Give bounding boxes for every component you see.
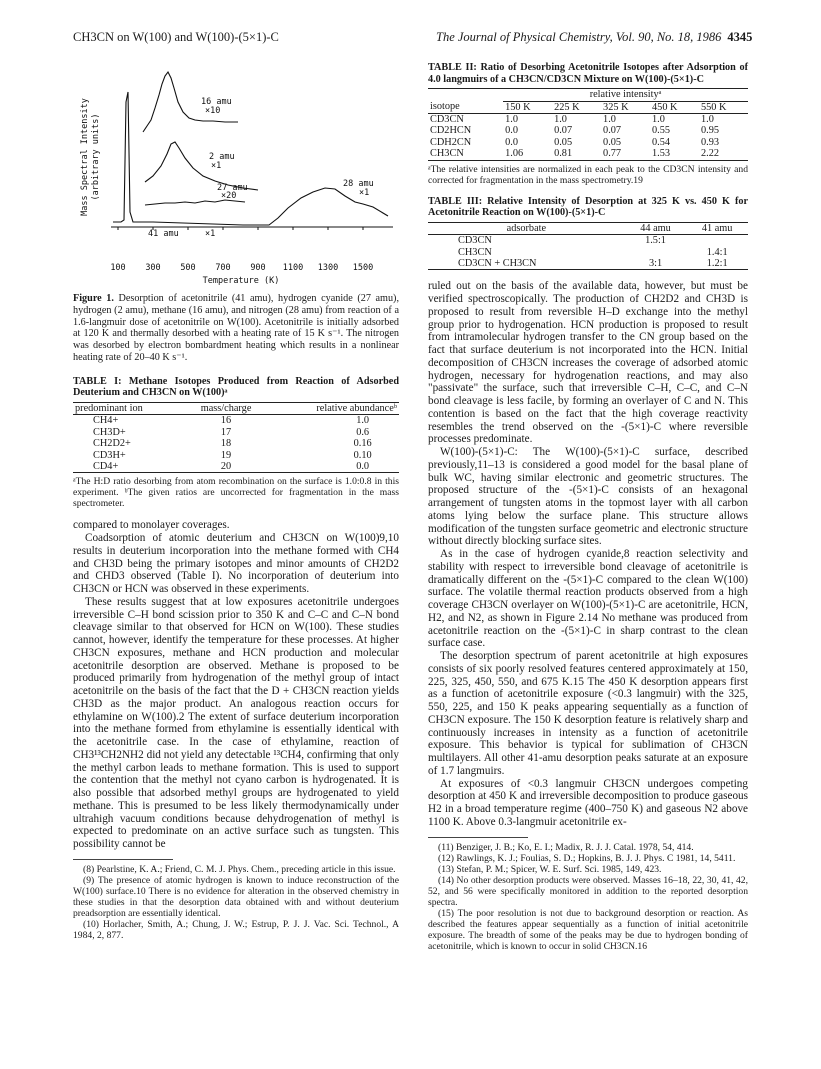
label-28amu: 28 amu bbox=[343, 179, 374, 189]
table-cell bbox=[625, 247, 687, 258]
table-cell: 0.81 bbox=[552, 148, 601, 160]
table-cell: 17 bbox=[220, 426, 232, 438]
label-41amu: 41 amu bbox=[148, 229, 179, 239]
table-cell: 0.54 bbox=[652, 136, 671, 148]
footnote: (12) Rawlings, K. J.; Foulias, S. D.; Hopkins, B. J. J. Phys. C 1981, 14, 5411. bbox=[438, 852, 736, 864]
body-paragraph: These results suggest that at low exposures acetonitrile undergoes irreversible C–H bond scission prior to 350 K and C–C and C–N bond cleavage similar to that observed for HCN on W(100). These studies cannot, however, identify the temperature for these processes. At higher CH3CN exposures, methane and HCN production and molecular acetonitrile desorption are observed. Methane is proposed to be produced primarily from hydrogenation of the methyl group of intact acetonitrile on the basis of the fact that the D + CH3CN reaction yields CH3D as the major product. An analogous reaction occurs for ethylamine on W(100).2 The extent of surface deuterium incorporation into the methane formed from ethylamine is essentially identical with the acetonitrile case. In the case of ethylamine, reaction of CH3¹³CH2NH2 did not yield any detectable ¹³CH4, confirming that only the methyl carbon leads to methane formation. This is used to support the contention that the methyl not cyano carbon is hydrogenated. It is also possible that adsorbed methyl groups are hydrogenated to yield methane. This is presumed to be less likely thermodynamically under ultrahigh vacuum conditions because dehydrogenation of methyl is expected to predominate on an active surface such as tungsten. This possibility cannot be bbox=[73, 595, 399, 851]
table-cell: 2.22 bbox=[699, 148, 748, 160]
left-column bbox=[73, 62, 399, 941]
table-cell: 1.53 bbox=[650, 148, 699, 160]
table-2-header-325: 325 K bbox=[601, 101, 650, 113]
figure-1-caption-label: Figure 1. bbox=[73, 293, 114, 304]
table-2-header-225: 225 K bbox=[552, 101, 601, 113]
footnote: (9) The presence of atomic hydrogen is known to induce reconstruction of the W(100) surface.10 There is no evidence for alteration in the observed chemistry in these studies in that the desorption data obtained with and without deuterium preadsorption are essentially identical. bbox=[73, 874, 399, 919]
table-cell: CDH2CN bbox=[430, 136, 472, 148]
table-cell: CD4+ bbox=[73, 461, 184, 473]
table-row bbox=[73, 427, 399, 438]
table-3-header-41: 41 amu bbox=[686, 222, 748, 234]
x-tick-1100: 1100 bbox=[282, 263, 304, 273]
table-cell: 0.55 bbox=[652, 125, 671, 137]
label-27amu-scale: ×20 bbox=[221, 191, 237, 201]
table-3-header-adsorbate: adsorbate bbox=[428, 222, 625, 234]
table-cell: CD3CN + CH3CN bbox=[428, 258, 625, 270]
table-cell: CD3H+ bbox=[93, 449, 126, 461]
table-cell: 0.0 bbox=[505, 136, 518, 148]
label-41amu-scale: ×1 bbox=[205, 229, 216, 239]
table-cell: CD3CN bbox=[458, 235, 492, 247]
label-16amu: 16 amu bbox=[201, 97, 232, 107]
table-2-header-isotope: isotope bbox=[428, 101, 503, 113]
table-cell: 0.77 bbox=[601, 148, 650, 160]
table-cell: 1.06 bbox=[503, 148, 552, 160]
table-cell: 0.07 bbox=[603, 125, 622, 137]
table-2-header-550: 550 K bbox=[699, 101, 748, 113]
table-cell: 0.07 bbox=[554, 125, 573, 137]
y-axis-label-2: (arbitrary units) bbox=[91, 113, 101, 201]
table-2 bbox=[428, 88, 748, 160]
table-cell: CH3CN bbox=[428, 148, 503, 160]
running-header-journal bbox=[436, 30, 752, 45]
footnote: (13) Stefan, P. M.; Spicer, W. E. Surf. Sci. 1985, 149, 423. bbox=[438, 863, 662, 875]
table-cell: CD2HCN bbox=[430, 125, 472, 137]
label-16amu-scale: ×10 bbox=[205, 106, 221, 116]
table-cell: 0.10 bbox=[353, 449, 372, 461]
label-2amu: 2 amu bbox=[209, 152, 235, 162]
x-tick-700: 700 bbox=[215, 263, 231, 273]
table-cell: 20 bbox=[184, 461, 268, 473]
table-cell bbox=[686, 235, 748, 247]
table-row bbox=[428, 125, 748, 136]
table-cell: CH3CN bbox=[458, 246, 492, 258]
x-tick-500: 500 bbox=[180, 263, 196, 273]
footnote-divider bbox=[73, 859, 173, 860]
running-header-title: CH3CN on W(100) and W(100)-(5×1)-C bbox=[73, 30, 279, 44]
table-3-title: TABLE III: Relative Intensity of Desorption at 325 K vs. 450 K for Acetonitrile Reaction on W(100)-(5×1)-C bbox=[428, 195, 748, 219]
table-1-header-abundance: relative abundanceᵇ bbox=[268, 402, 399, 414]
footnote: (15) The poor resolution is not due to background desorption or reaction. As described the features appear sequentially as a function of initial acetonitrile exposure. The breadth of some of the peaks may be due to hydrogen bonding of acetonitrile, which is known to occur in solid CH3CN.16 bbox=[428, 907, 748, 952]
table-cell: 1.0 bbox=[554, 114, 567, 125]
x-axis-label: Temperature (K) bbox=[202, 276, 280, 286]
table-cell: 0.95 bbox=[700, 125, 720, 137]
table-row bbox=[428, 247, 748, 258]
table-cell: 0.6 bbox=[356, 426, 370, 438]
table-cell: 1.0 bbox=[356, 415, 370, 427]
body-paragraph: At exposures of <0.3 langmuir CH3CN undergoes competing desorption at 450 K and irreversible decomposition to produce gaseous H2 in a broad temperature regime (400–750 K) and gaseous N2 above 1100 K. Above 0.3-langmuir acetonitrile ex- bbox=[428, 777, 748, 828]
footnotes-right bbox=[428, 842, 748, 952]
table-row bbox=[428, 235, 748, 247]
x-tick-300: 300 bbox=[145, 263, 161, 273]
table-cell: CH3D+ bbox=[93, 426, 126, 438]
table-cell: 3:1 bbox=[625, 258, 687, 270]
table-cell: 1.4:1 bbox=[706, 246, 728, 258]
table-1-header-ion: predominant ion bbox=[73, 402, 184, 414]
table-cell: 0.05 bbox=[603, 136, 622, 148]
table-cell: 1.2:1 bbox=[686, 258, 748, 270]
table-2-title: TABLE II: Ratio of Desorbing Acetonitrile Isotopes after Adsorption of 4.0 langmuirs of a CH3CN/CD3CN Mixture on W(100)-(5×1)-C bbox=[428, 62, 748, 85]
table-2-header-150: 150 K bbox=[503, 101, 552, 113]
table-cell: 1.0 bbox=[603, 114, 616, 125]
label-27amu: 27 amu bbox=[217, 183, 248, 193]
y-axis-label-1: Mass Spectral Intensity bbox=[80, 98, 90, 216]
body-paragraph: Coadsorption of atomic deuterium and CH3CN on W(100)9,10 results in deuterium incorporation into the methane formed with CH4 and CH3D being the primary isotopes and minor amounts of CH2D2 and CHD3 observed (Table I). No incorporation of deuterium into CH3CN or HCN was observed in these experiments. bbox=[73, 532, 399, 596]
footnote: (14) No other desorption products were observed. Masses 16–18, 22, 30, 41, 42, 52, and 56 were specifically monitored in addition to the reported desorption spectra. bbox=[428, 874, 748, 908]
table-row bbox=[428, 258, 748, 270]
figure-1-caption-text: Desorption of acetonitrile (41 amu), hydrogen cyanide (27 amu), hydrogen (2 amu), methane (16 amu), and nitrogen (28 amu) from reaction of a 1.6-langmuir dose of acetonitrile on W(100). Acetonitrile is initially adsorbed at 120 K and thermally desorbed with a heating rate of 15 K s⁻¹. The nitrogen was desorbed by electron bombardment heating which results in a nonlinear heating rate of 20–40 K s⁻¹. bbox=[73, 293, 399, 363]
footnote-divider bbox=[428, 837, 528, 838]
x-tick-1500: 1500 bbox=[352, 263, 374, 273]
journal-citation: The Journal of Physical Chemistry, Vol. 90, No. 18, 1986 bbox=[436, 30, 722, 44]
table-row bbox=[428, 114, 748, 126]
table-cell: 0.0 bbox=[505, 125, 518, 137]
table-cell: 0.0 bbox=[268, 461, 399, 473]
figure-1-plot bbox=[73, 62, 399, 287]
body-paragraph: W(100)-(5×1)-C: The W(100)-(5×1)-C surface, described previously,11–13 is considered a good model for the basal plane of bulk WC, having similar electronic and geometric structures. The proposed structure of the -(5×1)-C consists of an hexagonal arrangement of tungsten atoms in the topmost layer with all carbon atoms lying below the surface plane. This structure allows modification of the tungsten surface geometric and electronic structure without directly blocking surface sites. bbox=[428, 446, 748, 548]
figure-1-caption bbox=[73, 293, 399, 364]
body-paragraph: compared to monolayer coverages. bbox=[73, 519, 230, 532]
table-cell: CD3CN bbox=[430, 114, 464, 125]
page-number: 4345 bbox=[727, 30, 753, 44]
figure-1 bbox=[73, 62, 399, 287]
table-2-header-450: 450 K bbox=[650, 101, 699, 113]
table-row bbox=[73, 415, 399, 427]
footnotes-left bbox=[73, 864, 399, 941]
table-cell: 1.0 bbox=[700, 114, 714, 125]
table-cell: CH4+ bbox=[93, 415, 119, 427]
table-row bbox=[73, 438, 399, 449]
table-cell: 1.0 bbox=[652, 114, 665, 125]
table-cell: 0.05 bbox=[554, 136, 573, 148]
table-1 bbox=[73, 402, 399, 473]
label-2amu-scale: ×1 bbox=[211, 161, 222, 171]
table-1-header-mass: mass/charge bbox=[184, 402, 268, 414]
table-row bbox=[428, 137, 748, 148]
table-cell: 0.93 bbox=[700, 136, 720, 148]
table-1-title: TABLE I: Methane Isotopes Produced from Reaction of Adsorbed Deuterium and CH3CN on W(100)ᵃ bbox=[73, 375, 399, 399]
table-row bbox=[73, 450, 399, 461]
table-2-note: ᵃThe relative intensities are normalized in each peak to the CD3CN intensity and corrected for fragmentation in the mass spectrometry.19 bbox=[428, 163, 748, 186]
table-row bbox=[428, 148, 748, 160]
table-cell: 18 bbox=[220, 438, 232, 450]
table-3-header-44: 44 amu bbox=[625, 222, 687, 234]
table-cell: 1.0 bbox=[505, 114, 518, 125]
table-cell: 1.5:1 bbox=[645, 235, 666, 247]
x-tick-100: 100 bbox=[110, 263, 126, 273]
right-column bbox=[428, 62, 748, 952]
table-1-note: ᵃThe H:D ratio desorbing from atom recombination on the surface is 1.0:0.8 in this experiment. ᵇThe given ratios are uncorrected for fragmentation in the mass spectrometer. bbox=[73, 476, 399, 510]
x-tick-1300: 1300 bbox=[317, 263, 339, 273]
table-cell: 16 bbox=[220, 415, 232, 427]
table-row bbox=[73, 461, 399, 473]
footnote: (11) Benziger, J. B.; Ko, E. I.; Madix, R. J. J. Catal. 1978, 54, 414. bbox=[438, 841, 694, 853]
footnote: (10) Horlacher, Smith, A.; Chung, J. W.; Estrup, P. J. J. Vac. Sci. Technol., A 1984, 2, 877. bbox=[73, 918, 399, 941]
body-paragraph: The desorption spectrum of parent acetonitrile at high exposures consists of six poorly resolved features centered approximately at 150, 225, 325, 450, 550, and 675 K.15 The 450 K desorption appears first as a function of acetonitrile exposure (<0.3 langmuir) with the 325, 550, 225, and 150 K peaks appearing sequentially as a function of CH3CN exposure. The 150 K desorption feature is relatively sharp and continuously increases in intensity as a function of acetonitrile exposure. This behavior is typical for sublimation of CH3CN multilayers. All other 41-amu desorption peaks saturate at an exposure of 1.7 langmuirs. bbox=[428, 650, 748, 777]
body-paragraph: As in the case of hydrogen cyanide,8 reaction selectivity and stability with respect to irreversible bond cleavage of acetonitrile is dramatically different on the -(5×1)-C compared to the clean W(100) surface. The volatile thermal reaction products observed from a high coverage CH3CN overlayer on W(100)-(5×1)-C are acetonitrile, HCN, H2, and N2, as shown in Figure 2.14 No methane was produced from acetonitrile reaction on the -(5×1)-C in sharp contrast to the clean surface case. bbox=[428, 548, 748, 650]
table-3 bbox=[428, 222, 748, 271]
body-paragraph: ruled out on the basis of the available data, however, but must be verified spectroscopically. The production of CH2D2 and CH3D is proposed to result from reversible H–D exchange into the methyl group prior to hydrogenation. HCN production is proposed to result from intramolecular hydrogen transfer to the CN group based on the fact that surface deuterium is not incorporated into the HCN. Initial decomposition of CH3CN increases the coverage of adsorbed atomic hydrogen, necessary for hydrogenation reactions, and may also "passivate" the surface, such that irreversible C–H, C–C, and C–N bond cleavage is less facile, by forming an overlayer of C and N. This contention is based on the fact that the high coverage reactivity resembles the trend observed on the -(5×1)-C where reversible processes predominate. bbox=[428, 280, 748, 446]
table-cell: CH2D2+ bbox=[93, 438, 131, 450]
x-tick-900: 900 bbox=[250, 263, 266, 273]
label-28amu-scale: ×1 bbox=[359, 188, 370, 198]
table-2-group-header: relative intensityᵃ bbox=[503, 89, 748, 101]
table-cell: 0.16 bbox=[353, 438, 372, 450]
footnote: (8) Pearlstine, K. A.; Friend, C. M. J. Phys. Chem., preceding article in this issue. bbox=[83, 863, 396, 875]
table-cell: 19 bbox=[220, 449, 232, 461]
